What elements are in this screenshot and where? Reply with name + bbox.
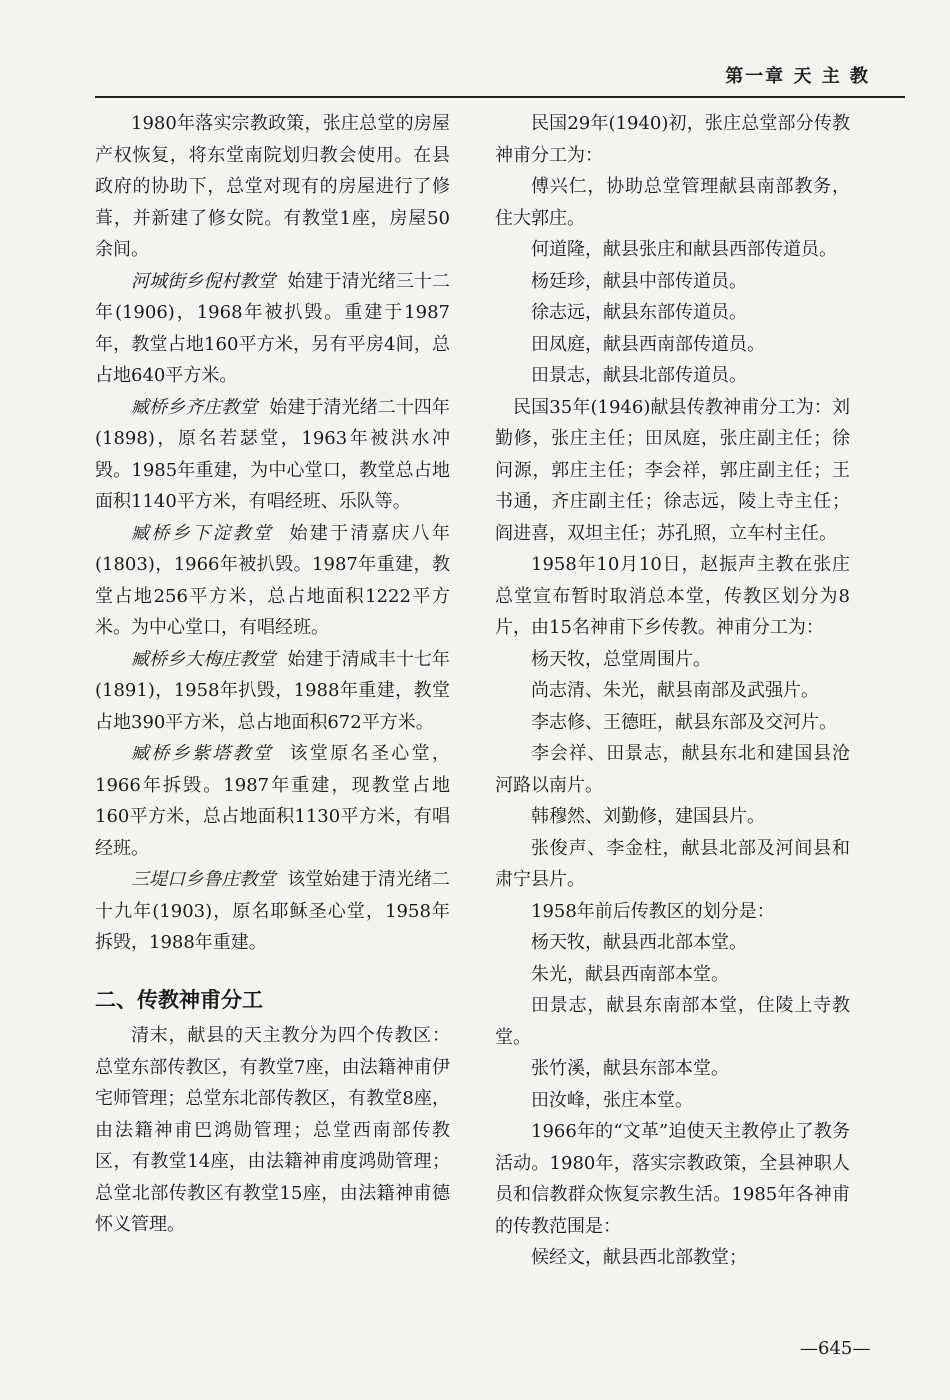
church-name: 臧桥乡下淀教堂 — [131, 522, 274, 544]
chapter-title: 第一章 天 主 教 — [725, 66, 870, 87]
church-entry — [95, 644, 450, 739]
line-item: 李志修、王德旺，献县东部及交河片。 — [531, 711, 837, 733]
left-column — [95, 108, 450, 1241]
line-item: 1966年的“文革”迫使天主教停止了教务活动。1980年，落实宗教政策，全县神职人员和信教群众恢复宗教生活。1985年各神甫的传教范围是： — [495, 1121, 850, 1237]
line-item: 李会祥、田景志，献县东北和建国县沧河路以南片。 — [495, 743, 850, 796]
line-item: 何道隆，献县张庄和献县西部传道员。 — [531, 239, 837, 260]
line-item: 杨天牧，献县西北部本堂。 — [531, 932, 747, 953]
line-item: 徐志远，献县东部传道员。 — [531, 302, 747, 323]
church-name: 臧桥乡紫塔教堂 — [131, 743, 274, 764]
paragraph: 1980年落实宗教政策，张庄总堂的房屋产权恢复，将东堂南院划归教会使用。在县政府的协助下，总堂对现有的房屋进行了修葺，并新建了修女院。有教堂1座，房屋50余间。 — [95, 113, 450, 260]
church-name: 臧桥乡大梅庄教堂 — [131, 648, 276, 670]
church-name: 三堤口乡鲁庄教堂 — [131, 869, 276, 890]
church-name: 臧桥乡齐庄教堂 — [131, 396, 258, 418]
line-item: 杨天牧，总堂周围片。 — [531, 648, 711, 670]
church-entry — [95, 738, 450, 864]
line-item: 1958年前后传教区的划分是： — [531, 900, 775, 922]
line-item: 田汝峰，张庄本堂。 — [531, 1089, 693, 1111]
church-entry — [95, 518, 450, 644]
line-item: 田景志，献县北部传道员。 — [531, 365, 747, 386]
header-rule — [95, 96, 905, 98]
church-entry — [95, 392, 450, 518]
line-item: 韩穆然、刘勤修，建国县片。 — [531, 806, 765, 827]
church-text: 始建于清嘉庆八年(1803)，1966年被扒毁。1987年重建，教堂占地256平方米，总占地面积1222平方米。为中心堂口，有唱经班。 — [95, 522, 451, 638]
page-number: —645— — [800, 1338, 871, 1359]
line-item: 尚志清、朱光，献县南部及武强片。 — [531, 680, 819, 701]
section-heading: 二、传教神甫分工 — [95, 987, 263, 1012]
right-column — [495, 108, 850, 1274]
line-item: 候经文，献县西北部教堂； — [531, 1247, 747, 1268]
church-name: 河城街乡倪村教堂 — [131, 270, 276, 292]
line-item: 1958年10月10日，赵振声主教在张庄总堂宣布暂时取消总本堂，传教区划分为8片，由15名神甫下乡传教。神甫分工为： — [495, 554, 850, 638]
church-text: 该堂原名圣心堂，1966年拆毁。1987年重建，现教堂占地160平方米，总占地面积1130平方米，有唱经班。 — [95, 743, 451, 859]
line-item: 田凤庭，献县西南部传道员。 — [531, 333, 765, 355]
church-text: 始建于清咸丰十七年(1891)，1958年扒毁，1988年重建，教堂占地390平方米，总占地面积672平方米。 — [95, 648, 450, 733]
line-item: 朱光，献县西南部本堂。 — [531, 963, 729, 985]
church-entry — [95, 864, 450, 959]
church-text: 始建于清光绪三十二年(1906)，1968年被扒毁。重建于1987年，教堂占地160平方米，另有平房4间，总占地640平方米。 — [95, 270, 450, 386]
church-text: 该堂始建于清光绪二十九年(1903)，原名耶稣圣心堂，1958年拆毁，1988年重建。 — [95, 869, 450, 953]
church-text: 始建于清光绪二十四年(1898)，原名若瑟堂，1963年被洪水冲毁。1985年重建，为中心堂口，教堂总占地面积1140平方米，有唱经班、乐队等。 — [95, 396, 451, 512]
line-item: 张俊声、李金柱，献县北部及河间县和肃宁县片。 — [495, 837, 850, 890]
line-item: 杨廷珍，献县中部传道员。 — [531, 270, 747, 292]
line-item: 傅兴仁，协助总堂管理献县南部教务，住大郭庄。 — [495, 176, 850, 229]
line-item: 张竹溪，献县东部本堂。 — [531, 1058, 729, 1079]
paragraph: 清末，献县的天主教分为四个传教区：总堂东部传教区，有教堂7座，由法籍神甫伊宅师管理；总堂东北部传教区，有教堂8座，由法籍神甫巴鸿勋管理；总堂西南部传教区，有教堂14座，由法籍神甫度鸿勋管理；总堂北部传教区有教堂15座，由法籍神甫德怀义管理。 — [95, 1025, 450, 1235]
church-entry — [95, 266, 450, 392]
line-item: 民国29年(1940)初，张庄总堂部分传教神甫分工为： — [495, 113, 850, 166]
line-item: 田景志，献县东南部本堂，住陵上寺教堂。 — [495, 995, 850, 1048]
line-item: 民国35年(1946)献县传教神甫分工为：刘勤修，张庄主任；田凤庭，张庄副主任；徐问源，郭庄主任；李会祥，郭庄副主任；王书通，齐庄副主任；徐志远，陵上寺主任；阎进喜，双坦主任；苏孔照，立车村主任。 — [495, 396, 850, 544]
